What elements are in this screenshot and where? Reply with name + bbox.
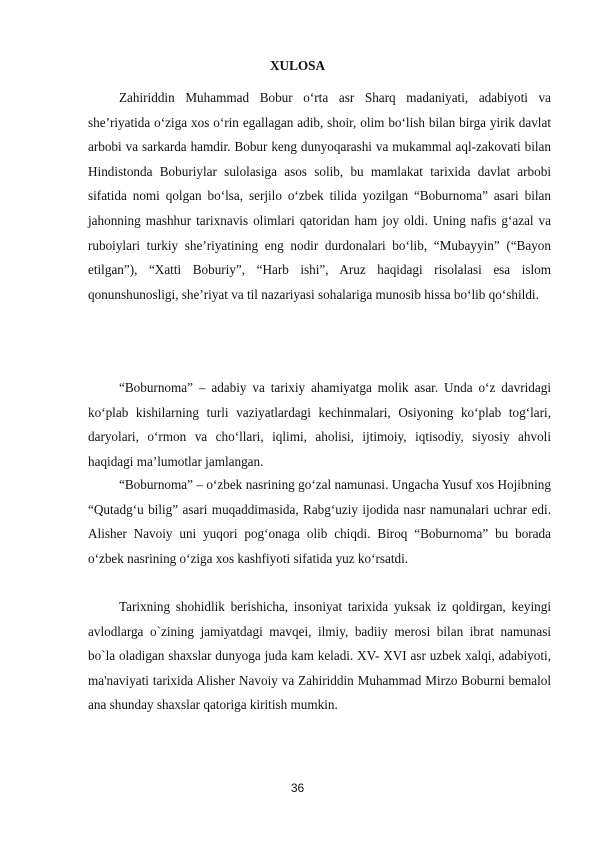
paragraph-3: “Boburnoma” – o‘zbek nasrining go‘zal namunasi. Ungacha Yusuf xos Hojibning “Qutadg‘u bilig” asari muqaddimasida, Rabg‘uziy ijodida nasr namunalari uchrar edi. Alisher Navoiy uni yuqori pog‘onaga olib chiqdi. Biroq “Boburnoma” bu borada o‘zbek nasrining o‘ziga xos kashfiyoti sifatida yuz ko‘rsatdi. [88, 477, 551, 566]
page-number: 36 [290, 781, 305, 795]
paragraph-4: Tarixning shohidlik berishicha, insoniyat tarixida yuksak iz qoldirgan, keyingi avlodlarga o`zining jamiyatdagi mavqei, ilmiy, badiiy merosi bilan ibrat namunasi bo`la oladigan shaxslar dunyoga juda kam keladi. XV- XVI asr uzbek xalqi, adabiyoti, ma'naviyati tarixida Alisher Navoiy va Zahiriddin Muhammad Mirzo Boburni bemalol ana shunday shaxslar qatoriga kiritish mumkin. [88, 599, 551, 713]
paragraph-1: Zahiriddin Muhammad Bobur o‘rta asr Sharq madaniyati, adabiyoti va she’riyatida o‘ziga xos o‘rin egallagan adib, shoir, olim bo‘lish bilan birga yirik davlat arbobi va sarkarda hamdir. Bobur keng dunyoqarashi va mukammal aql-zakovati bilan Hindistonda Boburiylar sulolasiga asos solib, bu mamlakat tarixida davlat arbobi sifatida nomi qolgan bo‘lsa, serjilo o‘zbek tilida yozilgan “Boburnoma” asari bilan jahonning mashhur tarixnavis olimlari qatoridan ham joy oldi. Uning nafis g‘azal va ruboiylari turkiy she’riyatining eng nodir durdonalari bo‘lib, “Mubayyin” (“Bayon etilgan”), “Xatti Boburiy”, “Harb ishi”, Aruz haqidagi risolalasi esa islom qonunshunosligi, she’riyat va til nazariyasi sohalariga munosib hissa bo‘lib qo‘shildi. [88, 90, 551, 302]
paragraph-2: “Boburnoma” – adabiy va tarixiy ahamiyatga molik asar. Unda o‘z davridagi ko‘plab kishilarning turli vaziyatlardagi kechinmalari, Osiyoning ko‘plab tog‘lari, daryolari, o‘rmon va cho‘llari, iqlimi, aholisi, ijtimoiy, iqtisodiy, siyosiy ahvoli haqidagi ma’lumotlar jamlangan. [88, 380, 551, 469]
section-title: XULOSA [270, 58, 325, 73]
